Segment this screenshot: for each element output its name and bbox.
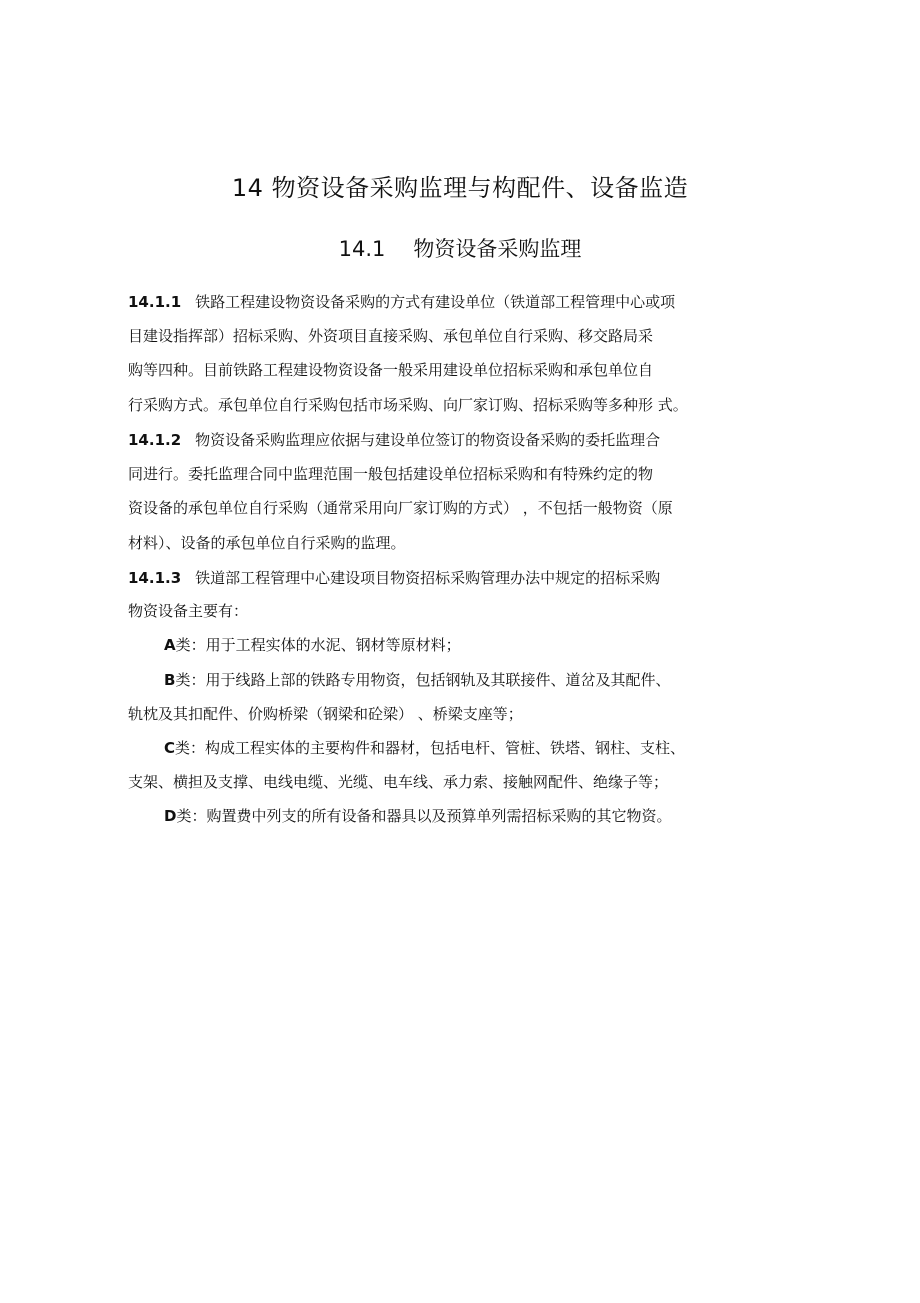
section-title: 物资设备采购监理	[413, 237, 582, 261]
clause-14-1-1-line-2: 目建设指挥部）招标采购、外资项目直接采购、承包单位自行采购、移交路局采	[128, 327, 654, 345]
clause-14-1-1-line-4: 行采购方式。承包单位自行采购包括市场采购、向厂家订购、招标采购等多种形 式。	[128, 396, 688, 414]
category-suffix: 类：	[176, 807, 207, 825]
category-suffix: 类：	[175, 671, 206, 689]
clause-14-1-2-line-4: 材料）、设备的承包单位自行采购的监理。	[128, 534, 406, 552]
clause-14-1-3-line-1	[128, 567, 660, 589]
category-label: A	[164, 636, 176, 654]
category-text: 构成工程实体的主要构件和器材，包括电杆、管桩、铁塔、钢柱、支柱、	[205, 739, 686, 757]
clause-14-1-2-line-3: 资设备的承包单位自行采购（通常采用向厂家订购的方式） ，不包括一般物资（原	[128, 499, 673, 517]
section-number: 14.1	[338, 237, 386, 261]
category-label: D	[164, 807, 177, 825]
category-label: C	[164, 739, 176, 757]
section-heading	[0, 233, 920, 265]
category-b-line-2: 轨枕及其扣配件、价购桥梁（钢梁和砼梁） 、桥梁支座等；	[128, 705, 523, 723]
category-d-line-1	[164, 805, 671, 827]
clause-14-1-2-line-1	[128, 429, 660, 451]
clause-text: 铁路工程建设物资设备采购的方式有建设单位（铁道部工程管理中心或项	[195, 293, 676, 311]
chapter-title: 14 物资设备采购监理与构配件、设备监造	[231, 174, 689, 202]
clause-14-1-3-line-2: 物资设备主要有：	[128, 602, 249, 620]
clause-number: 14.1.2	[128, 431, 182, 449]
clause-number: 14.1.3	[128, 569, 182, 587]
category-label: B	[164, 671, 176, 689]
clause-text: 物资设备采购监理应依据与建设单位签订的物资设备采购的委托监理合	[195, 431, 661, 449]
category-b-line-1	[164, 669, 670, 691]
category-text: 用于线路上部的铁路专用物资，包括钢轨及其联接件、道岔及其配件、	[205, 671, 671, 689]
clause-number: 14.1.1	[128, 293, 182, 311]
category-a-line-1	[164, 634, 461, 656]
category-text: 用于工程实体的水泥、钢材等原材料；	[205, 636, 461, 654]
clause-14-1-2-line-2: 同进行。委托监理合同中监理范围一般包括建设单位招标采购和有特殊约定的物	[128, 465, 654, 483]
category-c-line-1	[164, 737, 685, 759]
category-suffix: 类：	[175, 739, 206, 757]
category-c-line-2: 支架、横担及支撑、电线电缆、光缆、电车线、承力索、接触网配件、绝缘子等；	[128, 773, 669, 791]
category-suffix: 类：	[175, 636, 206, 654]
category-text: 购置费中列支的所有设备和器具以及预算单列需招标采购的其它物资。	[206, 807, 672, 825]
clause-text: 铁道部工程管理中心建设项目物资招标采购管理办法中规定的招标采购	[195, 569, 661, 587]
clause-14-1-1-line-3: 购等四种。目前铁路工程建设物资设备一般采用建设单位招标采购和承包单位自	[128, 361, 654, 379]
clause-14-1-1-line-1	[128, 291, 675, 313]
